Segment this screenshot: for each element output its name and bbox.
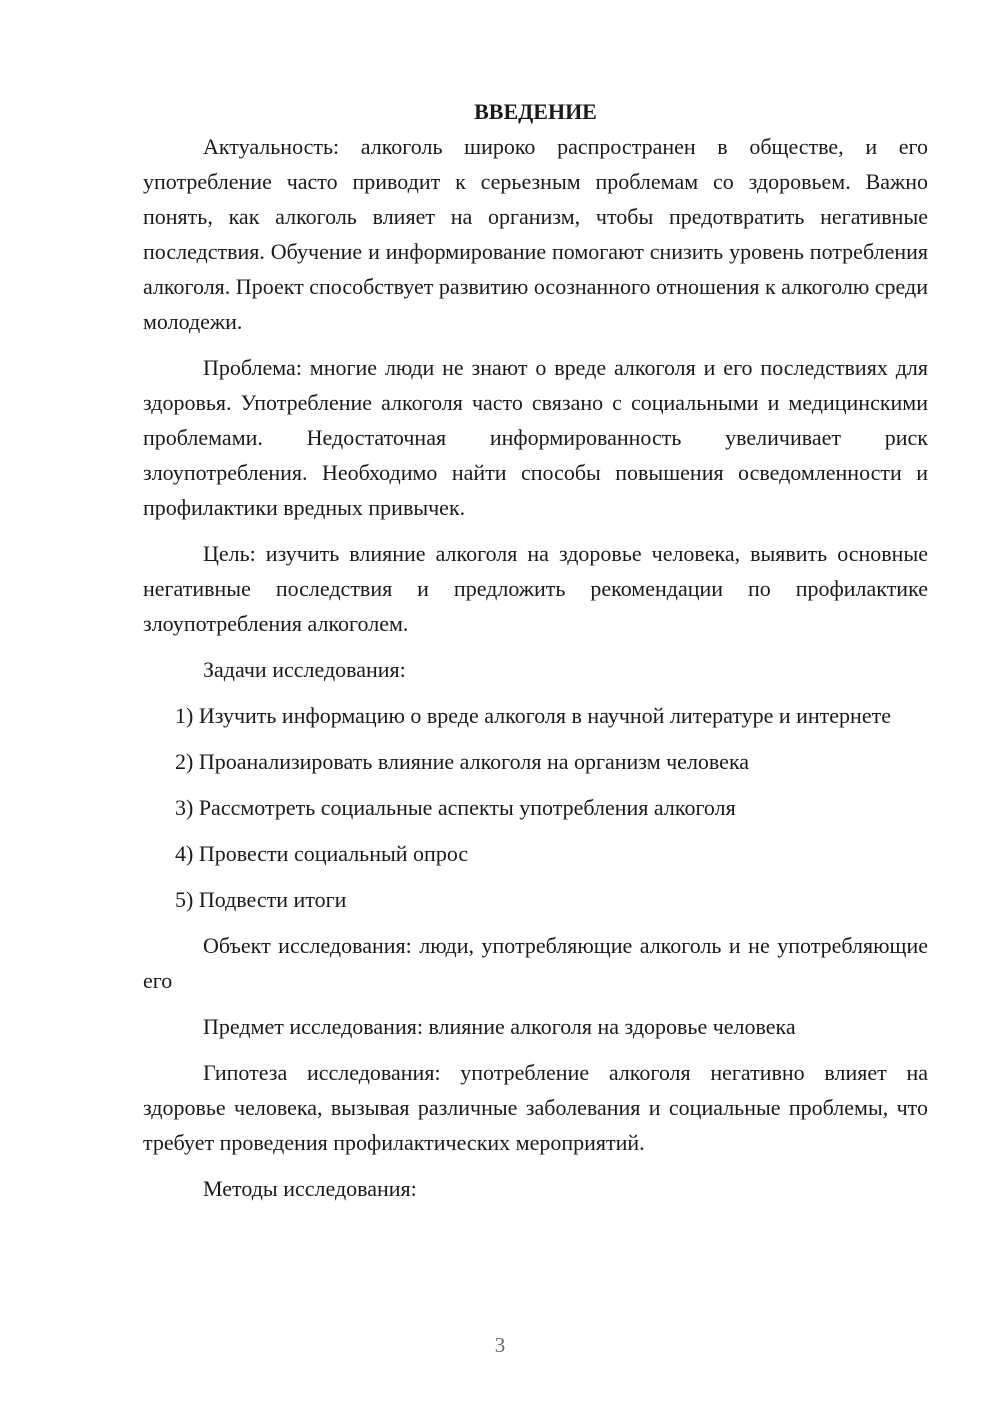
list-item: 3) Рассмотреть социальные аспекты употребления алкоголя bbox=[175, 795, 736, 820]
list-item: 2) Проанализировать влияние алкоголя на организм человека bbox=[175, 749, 750, 774]
hypothesis-paragraph: Гипотеза исследования: употребление алкоголя негативно влияет на здоровье человека, вызывая различные заболевания и социальные проблемы, что требует проведения профилактических мероприятий. bbox=[143, 1060, 928, 1155]
goal-paragraph: Цель: изучить влияние алкоголя на здоровье человека, выявить основные негативные последствия и предложить рекомендации по профилактике злоупотребления алкоголем. bbox=[143, 541, 928, 636]
list-item: 5) Подвести итоги bbox=[175, 887, 347, 912]
tasks-heading: Задачи исследования: bbox=[203, 657, 406, 682]
list-item: 4) Провести социальный опрос bbox=[175, 841, 469, 866]
problem-paragraph: Проблема: многие люди не знают о вреде алкоголя и его последствиях для здоровья. Употребление алкоголя часто связано с социальными и медицинскими проблемами. Недостаточная информированность увеличивает риск злоупотребления. Необходимо найти способы повышения осведомленности и профилактики вредных привычек. bbox=[143, 355, 928, 520]
page-title: ВВЕДЕНИЕ bbox=[474, 99, 597, 124]
object-paragraph: Объект исследования: люди, употребляющие алкоголь и не употребляющие его bbox=[143, 933, 928, 993]
relevance-paragraph: Актуальность: алкоголь широко распространен в обществе, и его употребление часто приводит к серьезным проблемам со здоровьем. Важно понять, как алкоголь влияет на организм, чтобы предотвратить негативные последствия. Обучение и информирование помогают снизить уровень потребления алкоголя. Проект способствует развитию осознанного отношения к алкоголю среди молодежи. bbox=[143, 134, 928, 334]
document-page bbox=[143, 94, 928, 1217]
subject-paragraph: Предмет исследования: влияние алкоголя на здоровье человека bbox=[203, 1014, 796, 1039]
methods-heading: Методы исследования: bbox=[203, 1176, 417, 1201]
tasks-list bbox=[143, 698, 928, 917]
list-item: 1) Изучить информацию о вреде алкоголя в научной литературе и интернете bbox=[175, 703, 891, 728]
page-number: 3 bbox=[494, 1333, 506, 1357]
